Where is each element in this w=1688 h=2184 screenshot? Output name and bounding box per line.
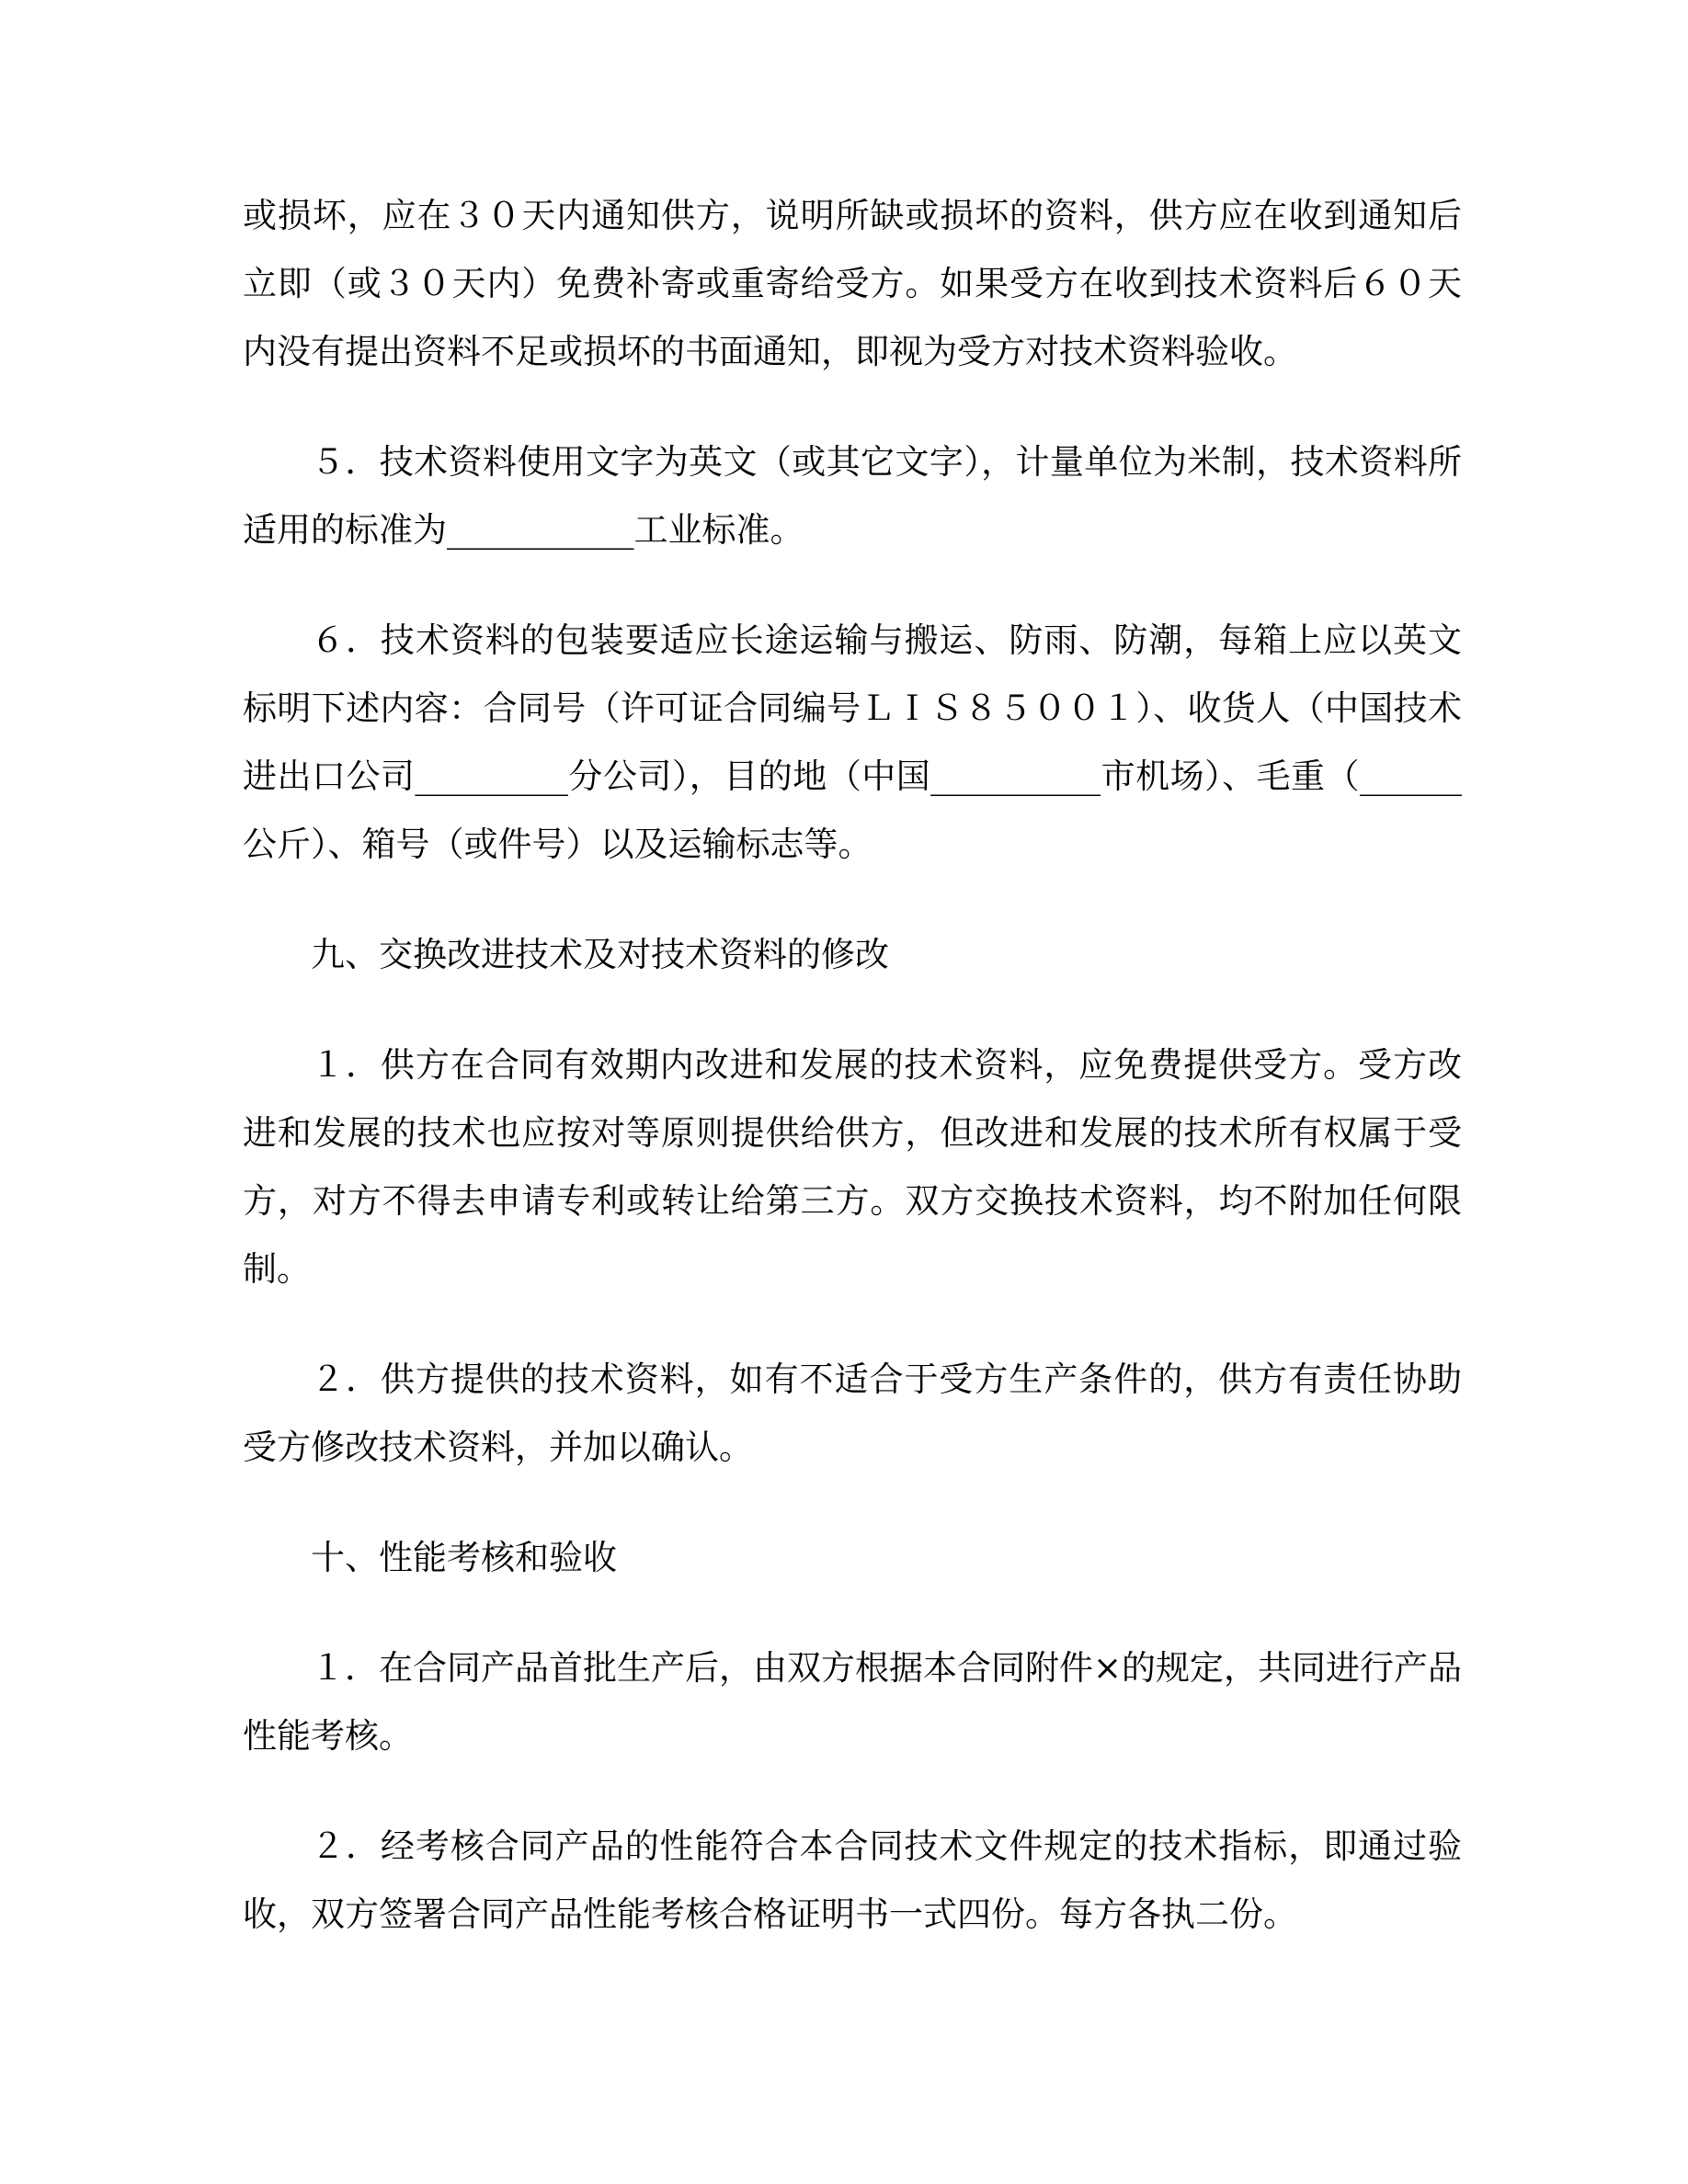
paragraph-10-item-2-acceptance-certificate: ２．经考核合同产品的性能符合本合同技术文件规定的技术指标，即通过验收，双方签署合同产品性能考核合格证明书一式四份。每方各执二份。 — [243, 1826, 1462, 1934]
paragraph-continuation-missing-damaged-materials: 或损坏，应在３０天内通知供方，说明所缺或损坏的资料，供方应在收到通知后立即（或３０天内）免费补寄或重寄给受方。如果受方在收到技术资料后６０天内没有提出资料不足或损坏的书面通知，即视为受方对技术资料验收。 — [243, 196, 1462, 371]
paragraph-10-item-1-first-batch-assessment: １．在合同产品首批生产后，由双方根据本合同附件×的规定，共同进行产品性能考核。 — [243, 1648, 1462, 1756]
paragraph-item-6-packaging: ６．技术资料的包装要适应长途运输与搬运、防雨、防潮，每箱上应以英文标明下述内容：合同号（许可证合同编号ＬＩＳ８５００１）、收货人（中国技术进出口公司_________分公司），目的地（中国__________市机场）、毛重（______公斤）、箱号（或件号）以及运输标志等。 — [243, 620, 1462, 864]
paragraph-item-5-language-standard: ５．技术资料使用文字为英文（或其它文字），计量单位为米制，技术资料所适用的标准为___________工业标准。 — [243, 442, 1462, 550]
paragraph-9-item-2-modify-materials: ２．供方提供的技术资料，如有不适合于受方生产条件的，供方有责任协助受方修改技术资料，并加以确认。 — [243, 1359, 1462, 1467]
paragraph-9-item-1-improved-tech-exchange: １．供方在合同有效期内改进和发展的技术资料，应免费提供受方。受方改进和发展的技术也应按对等原则提供给供方，但改进和发展的技术所有权属于受方，对方不得去申请专利或转让给第三方。双方交换技术资料，均不附加任何限制。 — [243, 1045, 1462, 1289]
section-heading-10-performance-assessment: 十、性能考核和验收 — [311, 1538, 617, 1577]
section-heading-9-exchange-improved-technology: 九、交换改进技术及对技术资料的修改 — [311, 935, 889, 974]
